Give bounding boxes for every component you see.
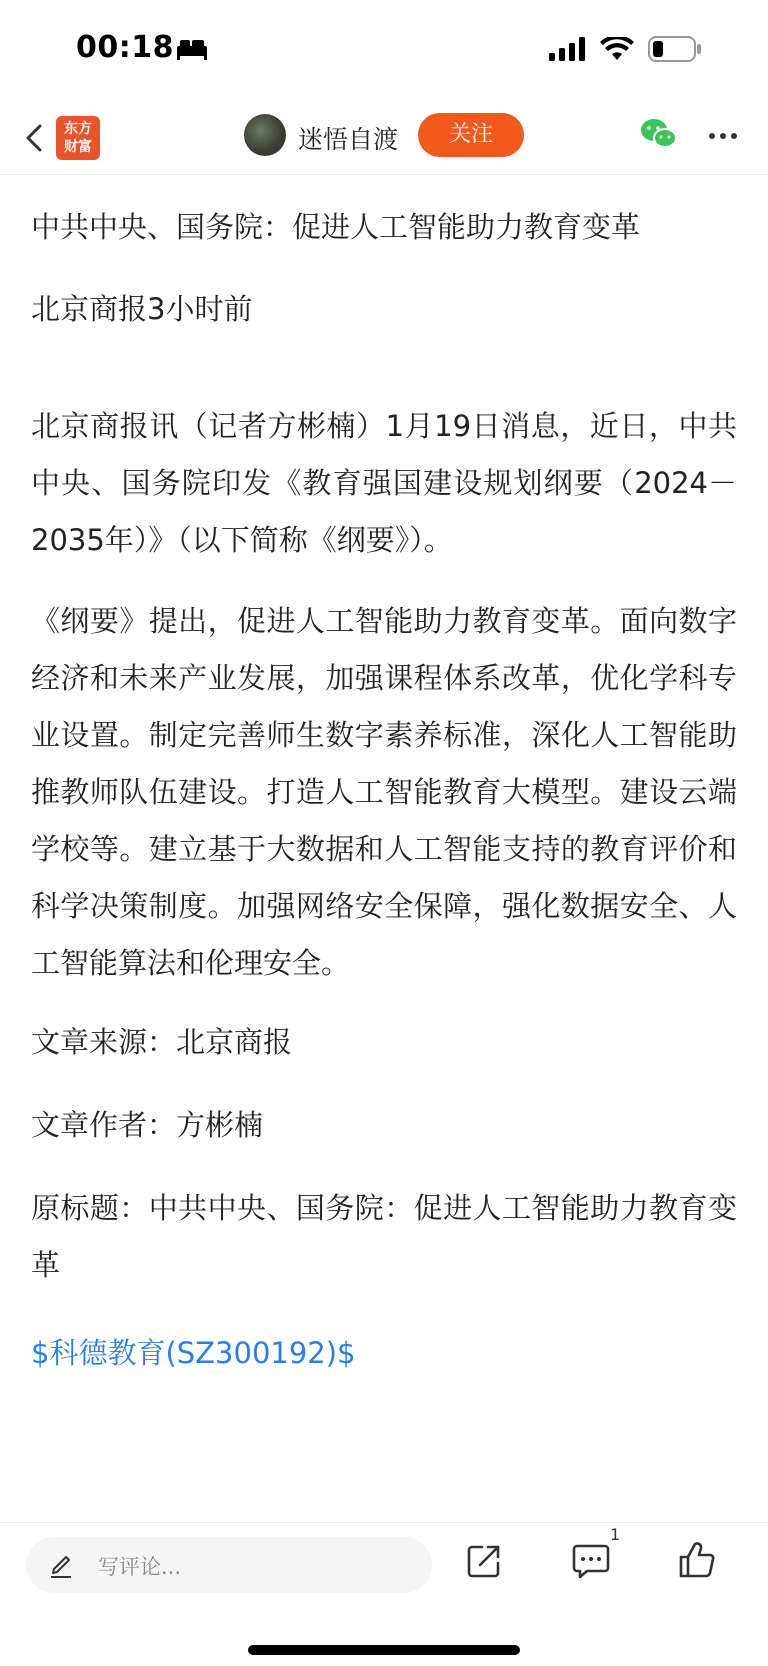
- more-options-icon[interactable]: [708, 126, 738, 145]
- stock-link[interactable]: $科德教育(SZ300192)$: [31, 1336, 356, 1370]
- sleep-mode-icon: [176, 38, 208, 64]
- follow-button[interactable]: 关注: [418, 113, 524, 157]
- status-bar: [0, 0, 768, 104]
- article-source: 文章来源：北京商报: [31, 1025, 293, 1059]
- comment-placeholder: 写评论...: [98, 1555, 182, 1579]
- comment-count: 1: [610, 1525, 621, 1544]
- original-title: 原标题：中共中央、国务院：促进人工智能助力教育变革: [31, 1191, 737, 1282]
- author-avatar[interactable]: [244, 114, 286, 156]
- bottom-action-bar: [0, 1522, 768, 1666]
- status-indicators: [548, 36, 702, 66]
- home-indicator: [248, 1645, 520, 1655]
- pencil-icon: [48, 1551, 74, 1583]
- logo-line-2: 财富: [64, 139, 92, 155]
- back-chevron-icon[interactable]: [22, 118, 52, 158]
- article-content: [31, 174, 737, 1374]
- article-author: 文章作者：方彬楠: [31, 1108, 264, 1142]
- author-name[interactable]: 迷悟自渡: [298, 125, 399, 154]
- share-icon[interactable]: [466, 1543, 502, 1583]
- article-paragraph: 《纲要》提出，促进人工智能助力教育变革。面向数字经济和未来产业发展，加强课程体系改革，优化学科专业设置。制定完善师生数字素养标准，深化人工智能助推教师队伍建设。打造人工智能教育大模型。建设云端学校等。建立基于大数据和人工智能支持的教育评价和科学决策制度。加强网络安全保障，强化数据安全、人工智能算法和伦理安全。: [31, 604, 737, 980]
- eastmoney-logo[interactable]: [56, 116, 100, 160]
- cellular-signal-icon: [548, 37, 586, 65]
- wifi-icon: [600, 37, 634, 65]
- nav-bar: [0, 104, 768, 175]
- status-time: 00:18: [76, 30, 174, 65]
- battery-icon: [648, 36, 702, 66]
- article-meta: 北京商报3小时前: [31, 292, 253, 326]
- wechat-share-icon[interactable]: [640, 118, 678, 154]
- comment-icon[interactable]: [572, 1543, 610, 1583]
- thumbs-up-icon[interactable]: [678, 1541, 716, 1583]
- logo-line-1: 东方: [64, 121, 92, 137]
- article-title: 中共中央、国务院：促进人工智能助力教育变革: [31, 210, 641, 244]
- comment-input[interactable]: [26, 1537, 432, 1593]
- article-paragraph: 北京商报讯（记者方彬楠）1月19日消息，近日，中共中央、国务院印发《教育强国建设规划纲要（2024－2035年）》（以下简称《纲要》）。: [31, 409, 737, 557]
